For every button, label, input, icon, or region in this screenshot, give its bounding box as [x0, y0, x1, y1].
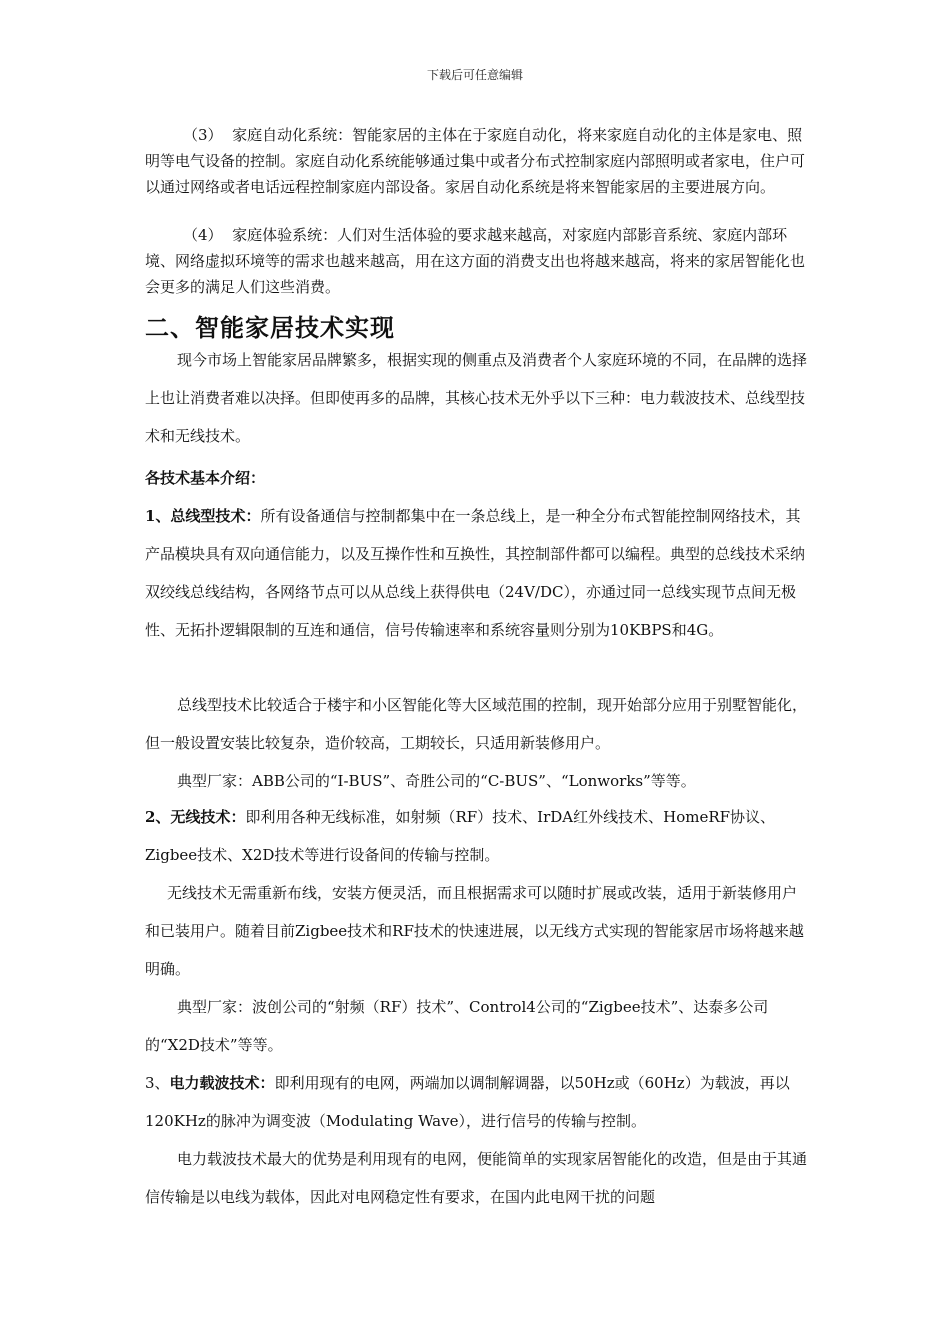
paragraph-text: 即利用各种无线标准，如射频（RF）技术、IrDA红外线技术、HomeRF协议、Zigbee技术、X2D技术等进行设备间的传输与控制。: [145, 808, 776, 864]
paragraph-text: 家庭体验系统：人们对生活体验的要求越来越高，对家庭内部影音系统、家庭内部环境、网络虚拟环境等的需求也越来越高，用在这方面的消费支出也将越来越高，将来的家居智能化也会更多的满足人们这些消费。: [145, 226, 806, 296]
paragraph-text: 家庭自动化系统：智能家居的主体在于家庭自动化，将来家庭自动化的主体是家电、照明等电气设备的控制。家庭自动化系统能够通过集中或者分布式控制家庭内部照明或者家电，住户可以通过网络或者电话远程控制家庭内部设备。家居自动化系统是将来智能家居的主要进展方向。: [145, 126, 806, 196]
term-label: 电力载波技术：: [169, 1074, 275, 1092]
subheading-tech-intro: 各技术基本介绍：: [145, 469, 266, 487]
paragraph-wireless-tech: [145, 798, 807, 874]
page-header: 下载后可任意编辑: [426, 68, 523, 82]
section-heading: 二、智能家居技术实现: [145, 314, 395, 342]
paragraph-bus-application: 总线型技术比较适合于楼宇和小区智能化等大区域范围的控制，现开始部分应用于别墅智能化，但一般设置安装比较复杂，造价较高，工期较长，只适用新装修用户。: [145, 696, 808, 752]
item-number: 3、: [145, 1074, 170, 1092]
paragraph-powerline-advantage: 电力载波技术最大的优势是利用现有的电网，便能简单的实现家居智能化的改造，但是由于其通信传输是以电线为载体，因此对电网稳定性有要求，在国内此电网干扰的问题: [145, 1150, 808, 1206]
paragraph-wireless-application: 无线技术无需重新布线，安装方便灵活，而且根据需求可以随时扩展或改装，适用于新装修用户和已装用户。随着目前Zigbee技术和RF技术的快速进展，以无线方式实现的智能家居市场将越来越明确。: [145, 884, 804, 978]
paragraph-text: 即利用现有的电网，两端加以调制解调器，以50Hz或（60Hz）为载波，再以120KHz的脉冲为调变波（Modulating Wave），进行信号的传输与控制。: [145, 1074, 790, 1130]
paragraph-text: 所有设备通信与控制都集中在一条总线上，是一种全分布式智能控制网络技术，其产品模块具有双向通信能力，以及互操作性和互换性，其控制部件都可以编程。典型的总线技术采纳双绞线总线结构，各网络节点可以从总线上获得供电（24V/DC），亦通过同一总线实现节点间无极性、无拓扑逻辑限制的互连和通信，信号传输速率和系统容量则分别为10KBPS和4G。: [145, 507, 806, 639]
term-label: 1、总线型技术：: [145, 507, 261, 525]
paragraph-home-experience: [145, 222, 807, 300]
paragraph-bus-vendors: 典型厂家：ABB公司的“I-BUS”、奇胜公司的“C-BUS”、“Lonworks”等等。: [177, 772, 696, 790]
term-label: 2、无线技术：: [145, 808, 246, 826]
paragraph-wireless-vendors: 典型厂家：波创公司的“射频（RF）技术”、Control4公司的“Zigbee技术”、达泰多公司的“X2D技术”等等。: [145, 998, 769, 1054]
item-number: （4）: [183, 226, 223, 244]
paragraph-intro: 现今市场上智能家居品牌繁多，根据实现的侧重点及消费者个人家庭环境的不同，在品牌的选择上也让消费者难以决择。但即使再多的品牌，其核心技术无外乎以下三种：电力载波技术、总线型技术和无线技术。: [145, 351, 808, 445]
paragraph-powerline-tech: [145, 1064, 807, 1140]
paragraph-home-automation: [145, 122, 807, 200]
paragraph-bus-tech: [145, 497, 807, 649]
item-number: （3）: [183, 126, 223, 144]
